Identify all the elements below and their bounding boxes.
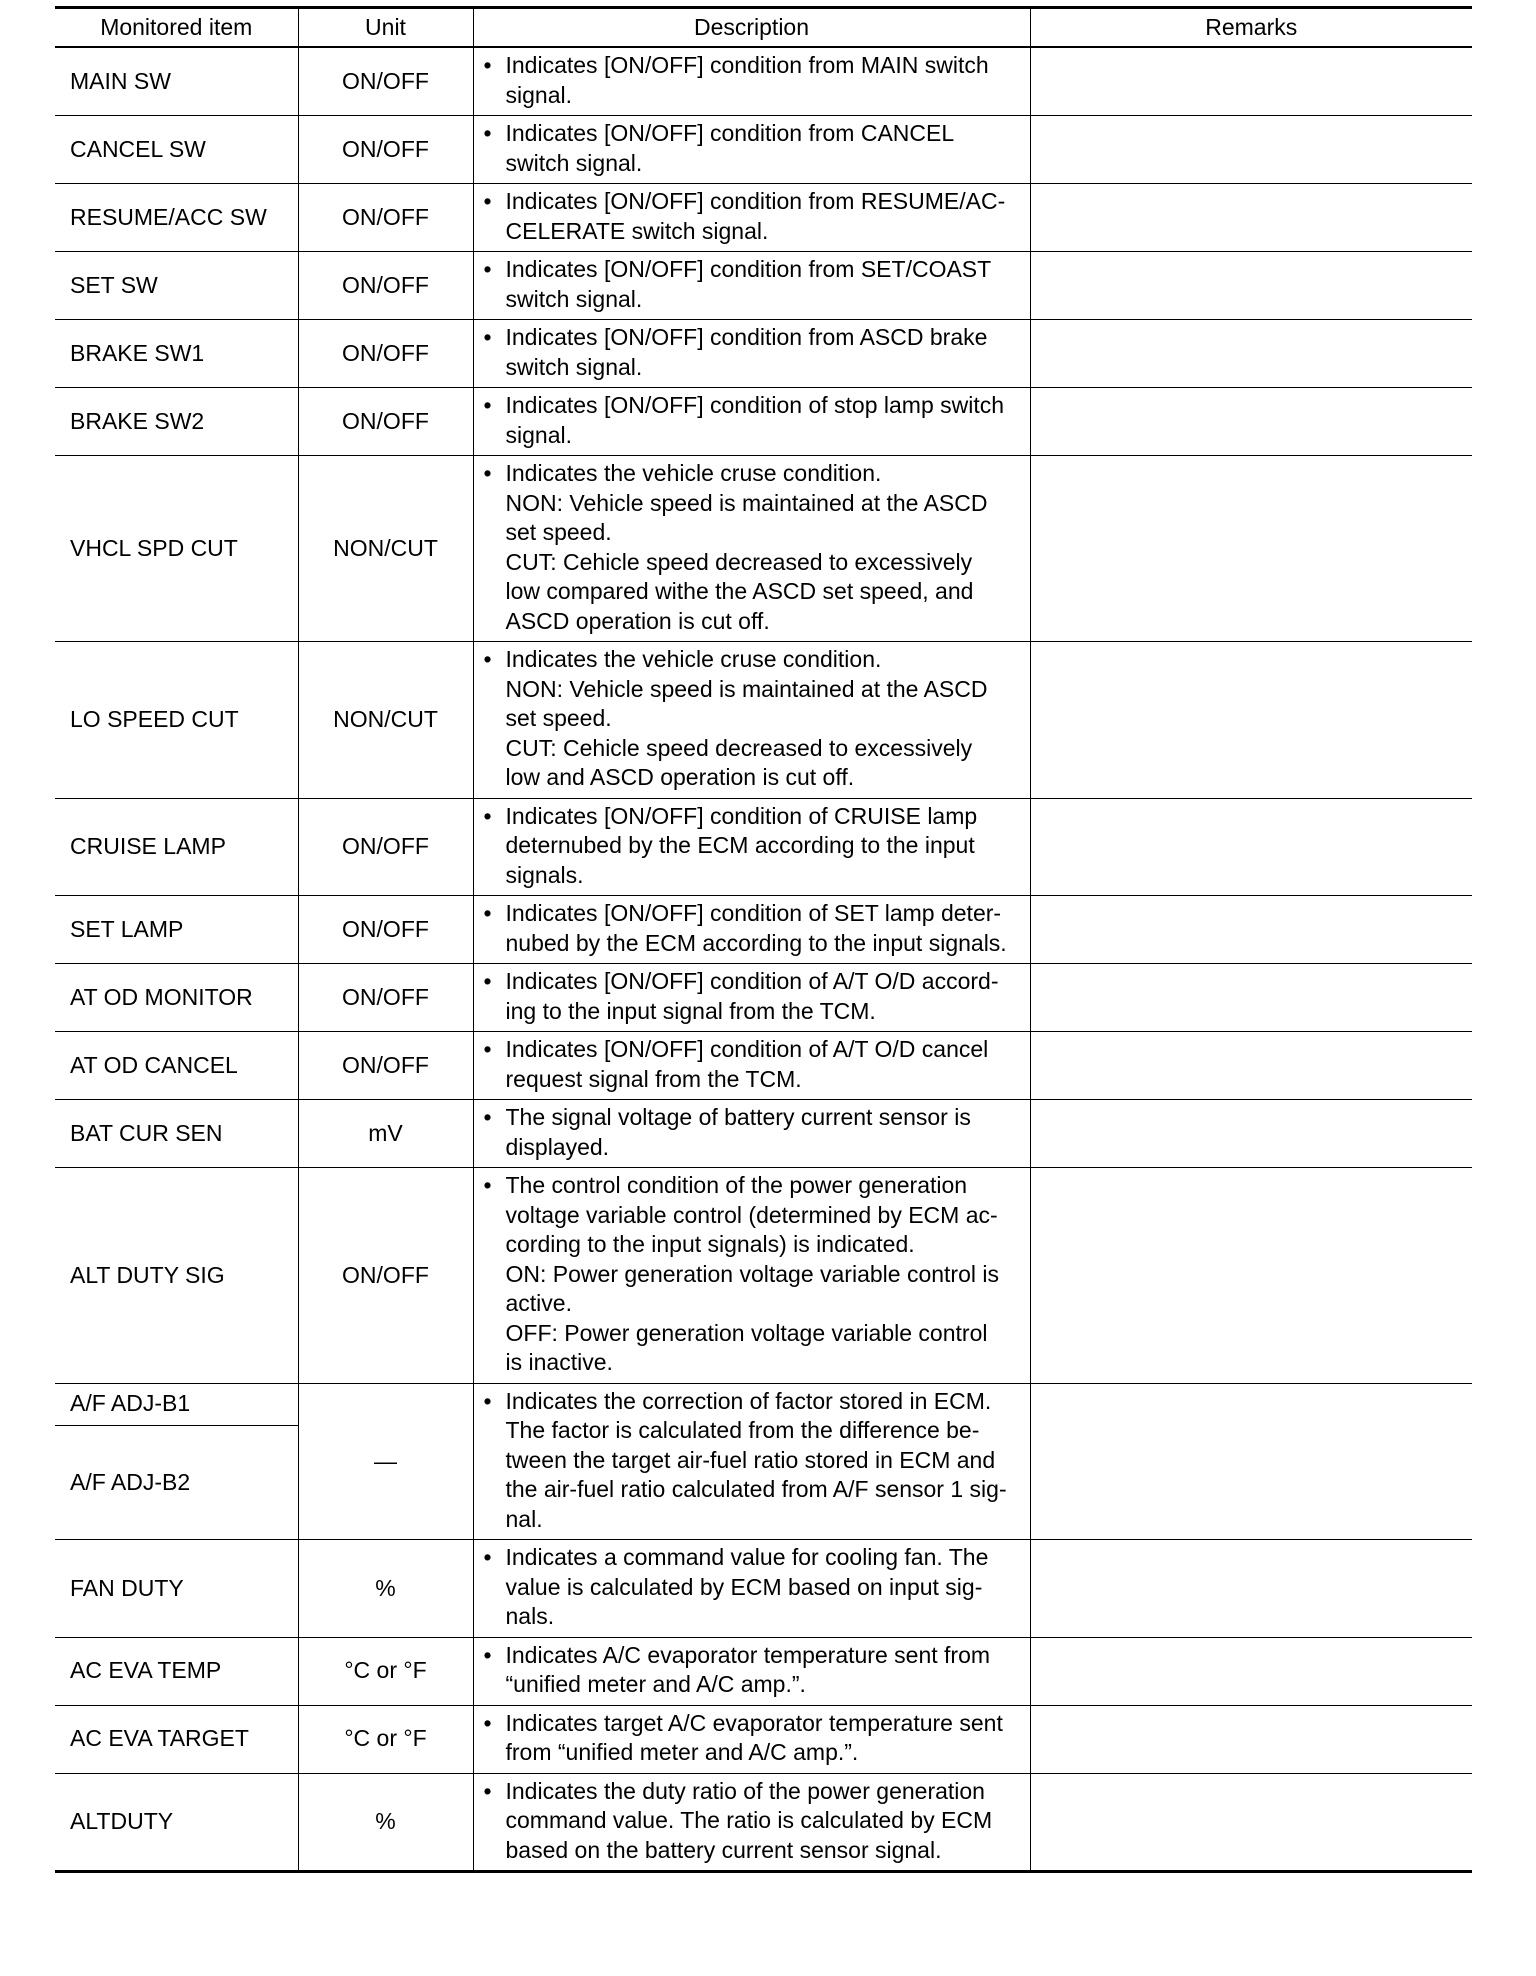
table-row — [55, 1032, 1472, 1100]
description-cell — [473, 1168, 1030, 1384]
table-row — [55, 1773, 1472, 1872]
bullet-icon: • — [483, 1172, 492, 1198]
table-row — [55, 1637, 1472, 1705]
description-cell — [473, 1100, 1030, 1168]
bullet-list-item — [484, 51, 1024, 110]
monitored-item-cell: AT OD MONITOR — [55, 964, 298, 1032]
description-text: Indicates [ON/OFF] condition from SET/COAST switch signal. — [505, 256, 992, 312]
description-text: The signal voltage of battery current sensor is displayed. — [505, 1104, 971, 1160]
unit-cell: ON/OFF — [298, 964, 473, 1032]
header-monitored-item: Monitored item — [55, 8, 298, 48]
monitored-item-cell: ALT DUTY SIG — [55, 1168, 298, 1384]
monitored-item-cell: SET LAMP — [55, 896, 298, 964]
table-row — [55, 47, 1472, 116]
description-cell — [473, 456, 1030, 642]
bullet-icon: • — [483, 324, 492, 350]
remarks-cell — [1030, 1705, 1472, 1773]
bullet-icon: • — [483, 256, 492, 282]
table-header — [55, 8, 1472, 48]
header-row — [55, 8, 1472, 48]
table-row — [55, 964, 1472, 1032]
monitored-item-cell: BRAKE SW2 — [55, 388, 298, 456]
table-row — [55, 798, 1472, 896]
description-text: Indicates the correction of factor stored in ECM. The factor is calculated from the difference be- tween the target air-fuel ratio stored in ECM and the air-fuel ratio calculated from A/F sensor 1 sig- nal. — [505, 1387, 1007, 1532]
description-cell — [473, 1705, 1030, 1773]
bullet-icon: • — [483, 1641, 492, 1668]
description-text: Indicates [ON/OFF] condition of stop lamp switch signal. — [505, 392, 1005, 448]
description-text: Indicates [ON/OFF] condition from RESUME/AC- CELERATE switch signal. — [505, 188, 1006, 244]
table-row — [55, 320, 1472, 388]
description-cell — [473, 1773, 1030, 1872]
header-description: Description — [473, 8, 1030, 48]
monitored-item-cell: BRAKE SW1 — [55, 320, 298, 388]
bullet-icon: • — [483, 1544, 492, 1570]
description-text: Indicates the vehicle cruse condition. NON: Vehicle speed is maintained at the ASCD set speed. CUT: Cehicle speed decreased to excessively low and ASCD operation is cut off. — [505, 646, 988, 790]
unit-cell: ON/OFF — [298, 184, 473, 252]
bullet-icon: • — [483, 188, 492, 214]
bullet-icon: • — [483, 1387, 492, 1414]
description-cell — [473, 320, 1030, 388]
monitored-item-cell: CRUISE LAMP — [55, 798, 298, 896]
unit-cell: ON/OFF — [298, 1032, 473, 1100]
description-cell — [473, 642, 1030, 799]
bullet-icon: • — [483, 1036, 492, 1062]
bullet-icon: • — [483, 120, 492, 146]
remarks-cell — [1030, 1540, 1472, 1638]
monitored-item-cell: SET SW — [55, 252, 298, 320]
monitored-item-cell: A/F ADJ-B1 — [55, 1383, 298, 1425]
table-row — [55, 252, 1472, 320]
monitored-item-cell: RESUME/ACC SW — [55, 184, 298, 252]
table-row — [55, 1540, 1472, 1638]
monitored-item-cell: MAIN SW — [55, 47, 298, 116]
description-cell — [473, 388, 1030, 456]
remarks-cell — [1030, 798, 1472, 896]
description-cell — [473, 184, 1030, 252]
table-row — [55, 896, 1472, 964]
remarks-cell — [1030, 252, 1472, 320]
header-remarks: Remarks — [1030, 8, 1472, 48]
description-cell — [473, 1540, 1030, 1638]
description-cell — [473, 116, 1030, 184]
remarks-cell — [1030, 388, 1472, 456]
remarks-cell — [1030, 47, 1472, 116]
remarks-cell — [1030, 184, 1472, 252]
bullet-icon: • — [483, 646, 492, 672]
description-text: Indicates a command value for cooling fan. The value is calculated by ECM based on input sig- nals. — [505, 1544, 989, 1629]
remarks-cell — [1030, 1773, 1472, 1872]
table-row — [55, 642, 1472, 799]
description-cell — [473, 1637, 1030, 1705]
description-text: Indicates [ON/OFF] condition of A/T O/D accord- ing to the input signal from the TCM. — [505, 968, 999, 1024]
unit-cell: °C or °F — [298, 1637, 473, 1705]
header-unit: Unit — [298, 8, 473, 48]
description-text: Indicates [ON/OFF] condition from CANCEL switch signal. — [505, 120, 955, 176]
description-text: Indicates the vehicle cruse condition. NON: Vehicle speed is maintained at the ASCD set speed. CUT: Cehicle speed decreased to excessively low compared withe the ASCD set speed, and ASCD operation is cut off. — [505, 460, 988, 634]
remarks-cell — [1030, 1032, 1472, 1100]
monitored-item-cell: AT OD CANCEL — [55, 1032, 298, 1100]
unit-cell: — — [298, 1383, 473, 1540]
monitored-item-cell: BAT CUR SEN — [55, 1100, 298, 1168]
remarks-cell — [1030, 1168, 1472, 1384]
description-cell — [473, 964, 1030, 1032]
monitored-item-cell: CANCEL SW — [55, 116, 298, 184]
bullet-icon: • — [483, 460, 492, 486]
monitored-item-cell: LO SPEED CUT — [55, 642, 298, 799]
bullet-list-item — [484, 255, 1024, 314]
bullet-list-item — [484, 391, 1024, 450]
unit-cell: ON/OFF — [298, 320, 473, 388]
monitor-item-table — [55, 6, 1472, 1873]
bullet-list-item — [484, 323, 1024, 382]
table-row — [55, 1168, 1472, 1384]
description-cell — [473, 1032, 1030, 1100]
table-row — [55, 1383, 1472, 1425]
bullet-icon: • — [483, 900, 492, 926]
remarks-cell — [1030, 320, 1472, 388]
description-cell — [473, 798, 1030, 896]
table-row — [55, 184, 1472, 252]
unit-cell: ON/OFF — [298, 1168, 473, 1384]
bullet-list-item — [484, 1641, 1024, 1700]
bullet-icon: • — [483, 968, 492, 994]
description-cell — [473, 252, 1030, 320]
table-row — [55, 1100, 1472, 1168]
unit-cell: NON/CUT — [298, 456, 473, 642]
bullet-icon: • — [483, 52, 492, 78]
unit-cell: % — [298, 1773, 473, 1872]
description-text: Indicates [ON/OFF] condition of SET lamp deter- nubed by the ECM according to the input signals. — [505, 900, 1007, 956]
description-text: The control condition of the power generation voltage variable control (determined by ECM ac- cording to the input signals) is indicated. ON: Power generation voltage variable control is active. OFF: Power generation voltage variable control is inactive. — [505, 1172, 999, 1375]
description-text: Indicates [ON/OFF] condition from ASCD brake switch signal. — [505, 324, 988, 380]
description-cell — [473, 1383, 1030, 1540]
unit-cell: ON/OFF — [298, 798, 473, 896]
table-row — [55, 388, 1472, 456]
monitored-item-cell: AC EVA TEMP — [55, 1637, 298, 1705]
remarks-cell — [1030, 456, 1472, 642]
bullet-icon: • — [483, 1104, 492, 1130]
remarks-cell — [1030, 896, 1472, 964]
monitored-item-cell: ALTDUTY — [55, 1773, 298, 1872]
monitored-item-cell: VHCL SPD CUT — [55, 456, 298, 642]
table-row — [55, 1705, 1472, 1773]
bullet-list-item — [484, 802, 1024, 891]
unit-cell: °C or °F — [298, 1705, 473, 1773]
monitored-item-cell: A/F ADJ-B2 — [55, 1425, 298, 1539]
bullet-list-item — [484, 1543, 1024, 1632]
description-text: Indicates target A/C evaporator temperature sent from “unified meter and A/C amp.”. — [505, 1709, 1003, 1765]
bullet-list-item — [484, 967, 1024, 1026]
description-cell — [473, 47, 1030, 116]
bullet-list-item — [484, 899, 1024, 958]
unit-cell: ON/OFF — [298, 252, 473, 320]
bullet-icon: • — [483, 392, 492, 418]
remarks-cell — [1030, 964, 1472, 1032]
description-text: Indicates [ON/OFF] condition from MAIN switch signal. — [505, 52, 989, 108]
remarks-cell — [1030, 1637, 1472, 1705]
bullet-list-item — [484, 645, 1024, 793]
remarks-cell — [1030, 642, 1472, 799]
bullet-list-item — [484, 1035, 1024, 1094]
bullet-list-item — [484, 459, 1024, 636]
description-cell — [473, 896, 1030, 964]
description-text: Indicates the duty ratio of the power generation command value. The ratio is calculated by ECM based on the battery current sensor signal. — [505, 1777, 993, 1863]
remarks-cell — [1030, 116, 1472, 184]
table-row — [55, 116, 1472, 184]
bullet-icon: • — [483, 1709, 492, 1736]
bullet-icon: • — [483, 1777, 492, 1804]
remarks-cell — [1030, 1383, 1472, 1540]
description-text: Indicates [ON/OFF] condition of A/T O/D cancel request signal from the TCM. — [505, 1036, 989, 1092]
monitored-item-cell: AC EVA TARGET — [55, 1705, 298, 1773]
table-row — [55, 456, 1472, 642]
unit-cell: ON/OFF — [298, 388, 473, 456]
bullet-list-item — [484, 1103, 1024, 1162]
unit-cell: ON/OFF — [298, 896, 473, 964]
monitored-item-cell: FAN DUTY — [55, 1540, 298, 1638]
table-body — [55, 47, 1472, 1872]
unit-cell: NON/CUT — [298, 642, 473, 799]
bullet-list-item — [484, 1387, 1024, 1535]
monitor-table-sheet — [55, 6, 1472, 1873]
bullet-list-item — [484, 1709, 1024, 1768]
description-text: Indicates [ON/OFF] condition of CRUISE lamp deternubed by the ECM according to the input signals. — [505, 802, 978, 888]
description-text: Indicates A/C evaporator temperature sent from “unified meter and A/C amp.”. — [505, 1641, 991, 1697]
unit-cell: ON/OFF — [298, 116, 473, 184]
bullet-list-item — [484, 1777, 1024, 1866]
unit-cell: % — [298, 1540, 473, 1638]
bullet-list-item — [484, 1171, 1024, 1378]
remarks-cell — [1030, 1100, 1472, 1168]
bullet-list-item — [484, 119, 1024, 178]
bullet-list-item — [484, 187, 1024, 246]
unit-cell: ON/OFF — [298, 47, 473, 116]
bullet-icon: • — [483, 802, 492, 829]
unit-cell: mV — [298, 1100, 473, 1168]
